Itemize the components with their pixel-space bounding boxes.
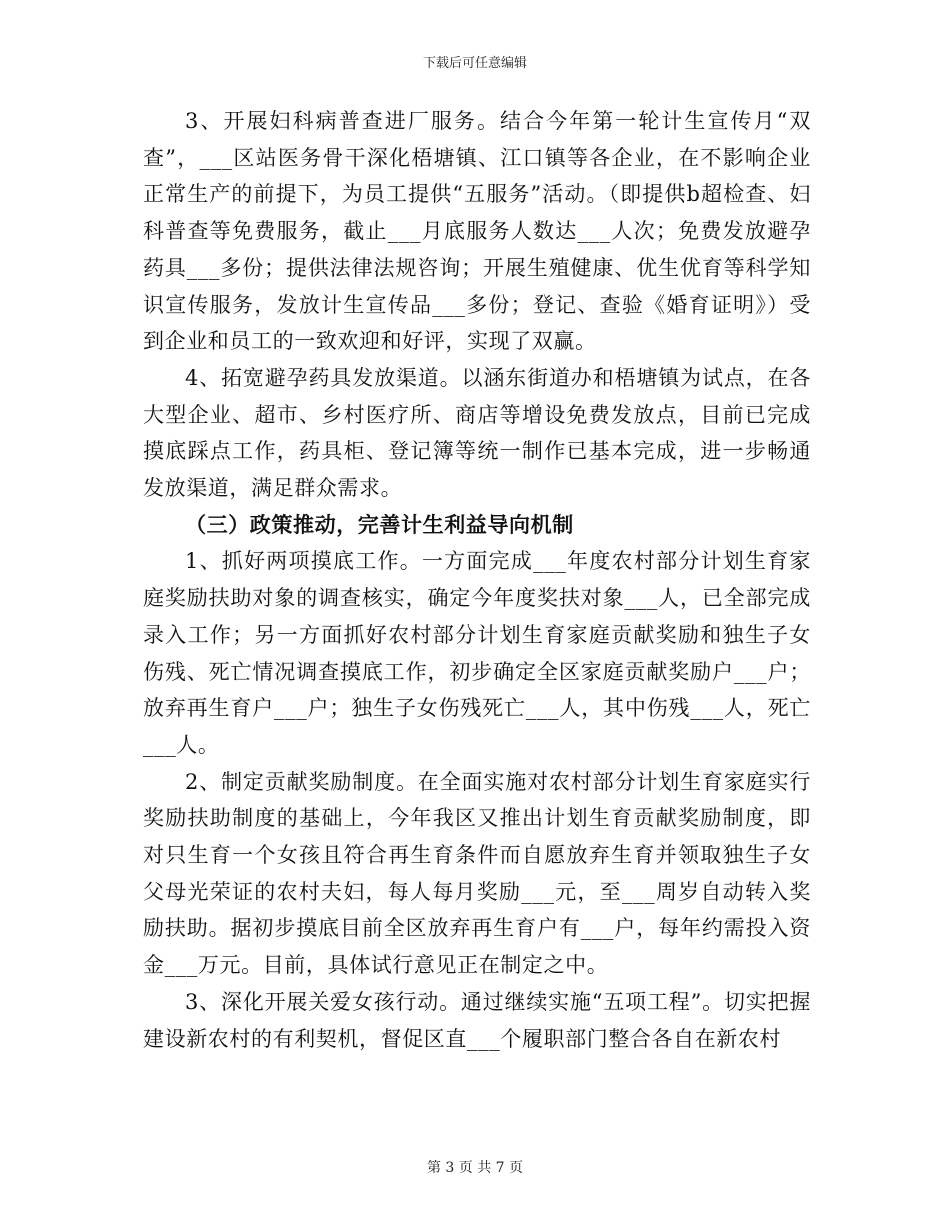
paragraph-item-3b: 3、深化开展关爱女孩行动。通过继续实施“五项工程”。切实把握建设新农村的有利契机，督促区直___个履职部门整合各自在新农村	[143, 989, 811, 1051]
section-heading: （三）政策推动，完善计生利益导向机制	[185, 511, 574, 537]
document-body	[143, 103, 811, 1057]
paragraph-item-2: 2、制定贡献奖励制度。在全面实施对农村部分计划生育家庭实行奖励扶助制度的基础上，今年我区又推出计划生育贡献奖励制度，即对只生育一个女孩且符合再生育条件而自愿放弃生育并领取独生子女父母光荣证的农村夫妇，每人每月奖励___元，至___周岁自动转入奖励扶助。据初步摸底目前全区放弃再生育户有___户，每年约需投入资金___万元。目前，具体试行意见正在制定之中。	[143, 769, 811, 978]
page-footer: 第 3 页 共 7 页	[426, 1160, 524, 1176]
paragraph-item-4: 4、拓宽避孕药具发放渠道。以涵东街道办和梧塘镇为试点，在各大型企业、超市、乡村医疗所、商店等增设免费发放点，目前已完成摸底踩点工作，药具柜、登记簿等统一制作已基本完成，进一步畅通发放渠道，满足群众需求。	[143, 365, 811, 501]
paragraph-item-3: 3、开展妇科病普查进厂服务。结合今年第一轮计生宣传月“双查”，___区站医务骨干深化梧塘镇、江口镇等各企业，在不影响企业正常生产的前提下，为员工提供“五服务”活动。（即提供b超检查、妇科普查等免费服务，截止___月底服务人数达___人次；免费发放避孕药具___多份；提供法律法规咨询；开展生殖健康、优生优育等科学知识宣传服务，发放计生宣传品___多份；登记、查验《婚育证明》）受到企业和员工的一致欢迎和好评，实现了双赢。	[143, 109, 811, 354]
page-header: 下载后可任意编辑	[422, 56, 527, 71]
paragraph-item-1: 1、抓好两项摸底工作。一方面完成___年度农村部分计划生育家庭奖励扶助对象的调查核实，确定今年度奖扶对象___人，已全部完成录入工作；另一方面抓好农村部分计划生育家庭贡献奖励和独生子女伤残、死亡情况调查摸底工作，初步确定全区家庭贡献奖励户___户；放弃再生育户___户；独生子女伤残死亡___人，其中伤残___人，死亡___人。	[143, 549, 811, 757]
